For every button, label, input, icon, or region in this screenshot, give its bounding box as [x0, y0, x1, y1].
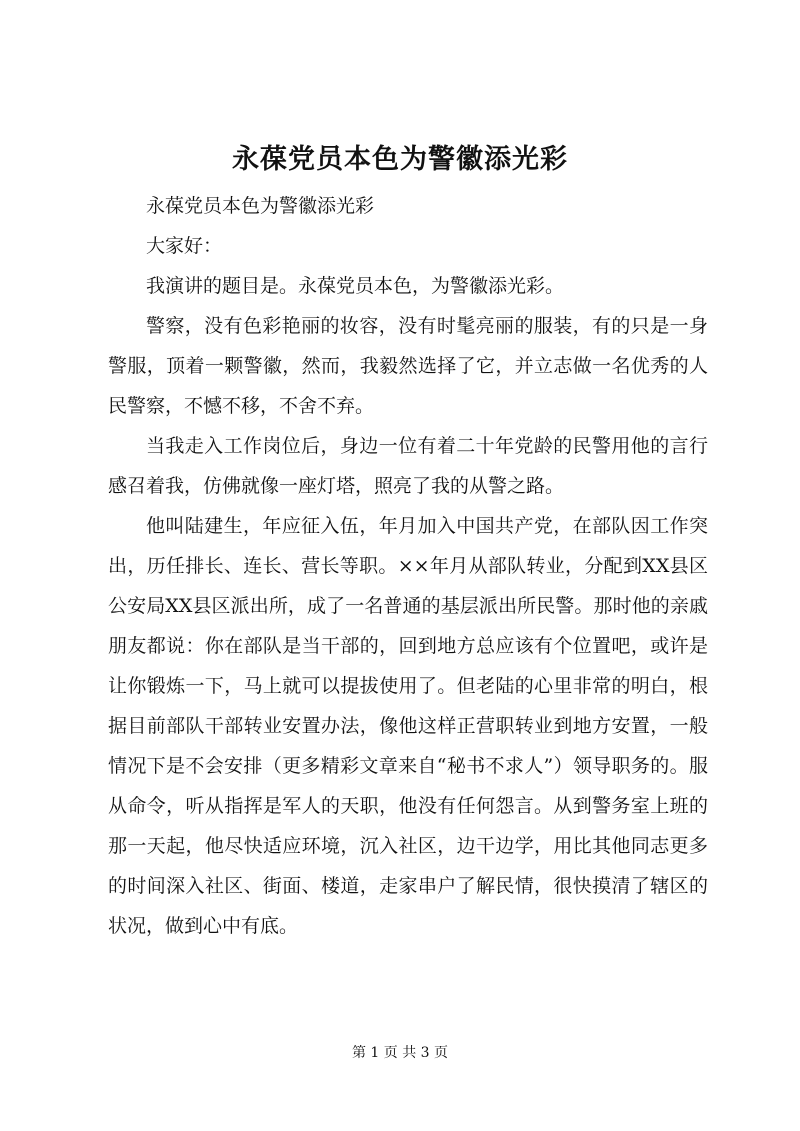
paragraph-mentor: 当我走入工作岗位后，身边一位有着二十年党龄的民警用他的言行感召着我，仿佛就像一座灯塔，照亮了我的从警之路。	[108, 435, 708, 497]
document-body	[108, 186, 708, 946]
document-title: 永葆党员本色为警徽添光彩	[232, 144, 568, 175]
paragraph-greeting: 大家好：	[146, 235, 223, 257]
paragraph-subtitle: 永葆党员本色为警徽添光彩	[146, 195, 375, 217]
paragraph-police-intro: 警察，没有色彩艳丽的妆容，没有时髦亮丽的服装，有的只是一身警服，顶着一颗警徽，然而，我毅然选择了它，并立志做一名优秀的人民警察，不憾不移，不舍不弃。	[108, 315, 708, 417]
page-footer: 第 1 页 共 3 页	[351, 1045, 449, 1061]
paragraph-topic: 我演讲的题目是。永葆党员本色，为警徽添光彩。	[146, 275, 565, 297]
paragraph-biography: 他叫陆建生，年应征入伍，年月加入中国共产党，在部队因工作突出，历任排长、连长、营长等职。××年月从部队转业，分配到XX县区公安局XX县区派出所，成了一名普通的基层派出所民警。那时他的亲戚朋友都说：你在部队是当干部的，回到地方总应该有个位置吧，或许是让你锻炼一下，马上就可以提拔使用了。但老陆的心里非常的明白，根据目前部队干部转业安置办法，像他这样正营职转业到地方安置，一般情况下是不会安排（更多精彩文章来自“秘书不求人”）领导职务的。服从命令，听从指挥是军人的天职，他没有任何怨言。从到警务室上班的那一天起，他尽快适应环境，沉入社区，边干边学，用比其他同志更多的时间深入社区、街面、楼道，走家串户了解民情，很快摸清了辖区的状况，做到心中有底。	[108, 515, 708, 937]
